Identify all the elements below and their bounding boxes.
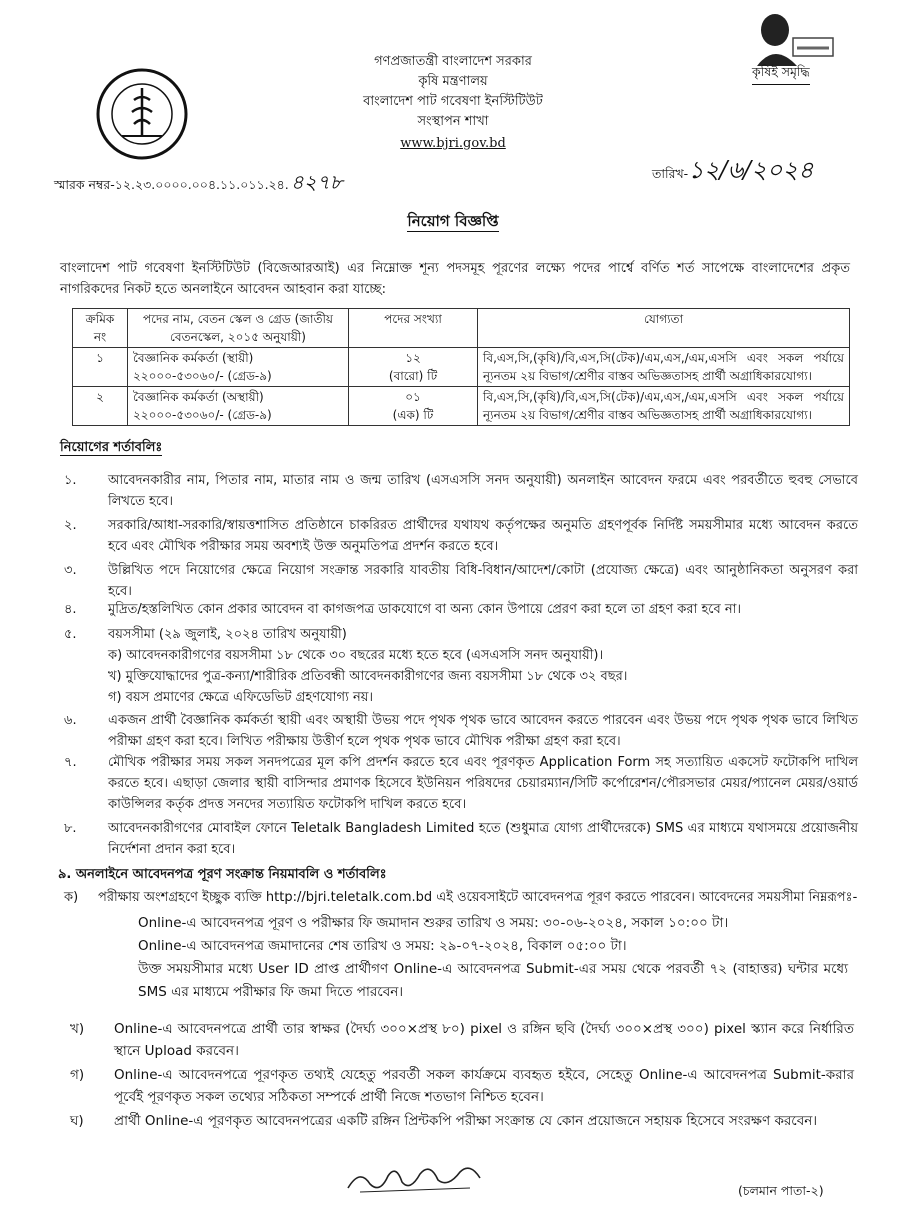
- signature-icon: [340, 1158, 490, 1198]
- section: সংস্থাপন শাখা: [417, 114, 489, 129]
- col-qualification: যোগ্যতা: [478, 309, 850, 348]
- fee-line: উক্ত সময়সীমার মধ্যে User ID প্রাপ্ত প্রার্থীগণ Online-এ আবেদনপত্র Submit-এর সময় থেকে পরবর্তী ৭২ (বাহাত্তর) ঘন্টার মধ্যে SMS এর মাধ্যমে পরীক্ষার ফি জমা দিতে পারবেন।: [138, 961, 848, 1000]
- slogan: কৃষিই সমৃদ্ধি: [752, 64, 810, 85]
- col-serial: ক্রমিক নং: [73, 309, 128, 348]
- institute: বাংলাদেশ পাট গবেষণা ইনস্টিটিউট: [363, 94, 543, 109]
- row-post: বৈজ্ঞানিক কর্মকর্তা (স্থায়ী) ২২০০০-৫৩০৬০/- (গ্রেড-৯): [128, 348, 349, 387]
- ministry: কৃষি মন্ত্রণালয়: [418, 74, 488, 89]
- age-sub-item: ক) আবেদনকারীগণের বয়সসীমা ১৮ থেকে ৩০ বছরের মধ্যে হতে হবে (এসএসসি সনদ অনুযায়ী)।: [108, 648, 604, 663]
- list-item: খ) Online-এ আবেদনপত্রে প্রার্থী তার স্বাক্ষর (দৈর্ঘ্য ৩০০×প্রস্থ ৮০) pixel ও রঙ্গিন ছবি (দৈর্ঘ্য ৩০০×প্রস্থ ৩০০) pixel স্ক্যান করে নির্ধারিত স্থানে Upload করবেন।: [70, 1021, 854, 1059]
- row-post: বৈজ্ঞানিক কর্মকর্তা (অস্থায়ী) ২২০০০-৫৩০৬০/- (গ্রেড-৯): [128, 387, 349, 426]
- posts-table: [72, 308, 850, 426]
- table-header-row: [73, 309, 850, 348]
- start-date-line: Online-এ আবেদনপত্র পূরণ ও পরীক্ষার ফি জমাদান শুরুর তারিখ ও সময়: ৩০-০৬-২০২৪, সকাল ১০:০০ টা।: [138, 915, 729, 931]
- issue-date: তারিখ-১২/৬/২০২৪: [652, 156, 814, 184]
- age-sub-item: খ) মুক্তিযোদ্ধাদের পুত্র-কন্যা/শারীরিক প্রতিবন্ধী আবেদনকারীগণের জন্য বয়সসীমা ১৮ থেকে ৩২ বছর।: [108, 669, 628, 684]
- gov-title: গণপ্রজাতন্ত্রী বাংলাদেশ সরকার: [374, 54, 532, 69]
- list-item: ৬. একজন প্রার্থী বৈজ্ঞানিক কর্মকর্তা স্থায়ী এবং অস্থায়ী উভয় পদে পৃথক পৃথক ভাবে আবেদন করতে পারবেন এবং উভয় পদে পৃথক পৃথক ভাবে লিখিত পরীক্ষা গ্রহণ করা হবে। লিখিত পরীক্ষায় উত্তীর্ণ হলে পৃথক পৃথক ভাবে মৌখিক পরীক্ষা গ্রহণ করা হবে।: [64, 713, 858, 749]
- col-count: পদের সংখ্যা: [349, 309, 478, 348]
- end-date-line: Online-এ আবেদনপত্র জমাদানের শেষ তারিখ ও সময়: ২৯-০৭-২০২৪, বিকাল ০৫:০০ টা।: [138, 938, 627, 954]
- row-count: ১২ (বারো) টি: [349, 348, 478, 387]
- col-post: পদের নাম, বেতন স্কেল ও গ্রেড (জাতীয় বেতনস্কেল, ২০১৫ অনুযায়ী): [128, 309, 349, 348]
- row-qualification: বি,এস,সি,(কৃষি)/বি,এস,সি(টেক)/এম,এস,/এম,এসসি এবং সকল পর্যায়ে ন্যূনতম ২য় বিভাগ/শ্রেণীর বাস্তব অভিজ্ঞতাসহ প্রার্থী অগ্রাধিকারযোগ্য।: [478, 348, 850, 387]
- list-item: ৫. বয়সসীমা (২৯ জুলাই, ২০২৪ তারিখ অনুযায়ী) ক) আবেদনকারীগণের বয়সসীমা ১৮ থেকে ৩০ বছরের মধ্যে হতে হবে (এসএসসি সনদ অনুযায়ী)। খ) মুক্তিযোদ্ধাদের পুত্র-কন্যা/শারীরিক প্রতিবন্ধী আবেদনকারীগণের জন্য বয়সসীমা ১৮ থেকে ৩২ বছর। গ) বয়স প্রমাণের ক্ষেত্রে এফিডেভিট গ্রহণযোগ্য নয়।: [58, 624, 858, 708]
- memo-number: স্মারক নম্বর-১২.২৩.০০০০.০০৪.১১.০১১.২৪. ৪২৭৮: [54, 170, 343, 194]
- row-serial: ১: [73, 348, 128, 387]
- table-row: [73, 348, 850, 387]
- memo-handwritten: ৪২৭৮: [290, 170, 343, 194]
- age-sub-item: গ) বয়স প্রমাণের ক্ষেত্রে এফিডেভিট গ্রহণযোগ্য নয়।: [108, 690, 374, 705]
- list-item: ৩. উল্লিখিত পদে নিয়োগের ক্ষেত্রে নিয়োগ সংক্রান্ত সরকারি যাবতীয় বিধি-বিধান/আদেশ/কোটা (প্রযোজ্য ক্ষেত্রে) এবং আনুষ্ঠানিকতা অনুসরণ করা হবে।: [64, 563, 858, 599]
- list-item: ঘ) প্রার্থী Online-এ পূরণকৃত আবেদনপত্রের একটি রঙ্গিন প্রিন্টকপি পরীক্ষা সংক্রান্ত যে কোন প্রয়োজনে সহায়ক হিসেবে সংরক্ষণ করবেন।: [70, 1113, 818, 1129]
- list-item: ৪. মুদ্রিত/হস্তলিখিত কোন প্রকার আবেদন বা কাগজপত্র ডাকযোগে বা অন্য কোন উপায়ে প্রেরণ করা হলে তা গ্রহণ করা হবে না।: [64, 602, 742, 617]
- row-serial: ২: [73, 387, 128, 426]
- intro-paragraph: বাংলাদেশ পাট গবেষণা ইনস্টিটিউট (বিজেআরআই) এর নিম্নোক্ত শূন্য পদসমূহ পূরণের লক্ষ্যে পদের পার্শ্বে বর্ণিত শর্ত সাপেক্ষে বাংলাদেশের প্রকৃত নাগরিকদের নিকট হতে অনলাইনে আবেদন আহবান করা যাচ্ছে:: [60, 261, 850, 297]
- bjri-logo-icon: [94, 66, 190, 162]
- portrait-emblem-icon: [745, 8, 841, 68]
- notice-title: নিয়োগ বিজ্ঞপ্তি: [407, 212, 499, 230]
- list-item: ২. সরকারি/আধা-সরকারি/স্বায়ত্তশাসিত প্রতিষ্ঠানে চাকরিরত প্রার্থীদের যথাযথ কর্তৃপক্ষের অনুমতি গ্রহণপূর্বক নির্দিষ্ট সময়সীমার মধ্যে আবেদন করতে হবে এবং মৌখিক পরীক্ষার সময় অবশ্যই উক্ত অনুমতিপত্র প্রদর্শন করতে হবে।: [64, 518, 858, 554]
- row-qualification: বি,এস,সি,(কৃষি)/বি,এস,সি(টেক)/এম,এস,/এম,এসসি এবং সকল পর্যায়ে ন্যূনতম ২য় বিভাগ/শ্রেণীর বাস্তব অভিজ্ঞতাসহ প্রার্থী অগ্রাধিকারযোগ্য।: [478, 387, 850, 426]
- website-link[interactable]: www.bjri.gov.bd: [400, 136, 506, 151]
- row-count: ০১ (এক) টি: [349, 387, 478, 426]
- continued-page: (চলমান পাতা-২): [738, 1183, 824, 1198]
- list-item: ১. আবেদনকারীর নাম, পিতার নাম, মাতার নাম ও জন্ম তারিখ (এসএসসি সনদ অনুযায়ী) অনলাইন আবেদন ফরমে এবং পরবর্তীতে হুবহু সেভাবে লিখতে হবে।: [64, 473, 858, 509]
- online-heading: ৯. অনলাইনে আবেদনপত্র পূরণ সংক্রান্ত নিয়মাবলি ও শর্তাবলিঃ: [58, 867, 387, 882]
- deadline-block: [138, 912, 848, 1004]
- list-item: ৭. মৌখিক পরীক্ষার সময় সকল সনদপত্রের মূল কপি প্রদর্শন করতে হবে এবং পূরণকৃত Application Form সহ সত্যায়িত একসেট ফটোকপি দাখিল করতে হবে। এছাড়া জেলার স্থায়ী বাসিন্দার প্রমাণক হিসেবে ইউনিয়ন পরিষদের চেয়ারম্যান/সিটি কর্পোরেশন/পৌরসভার মেয়র/প্যানেল মেয়র/ওয়ার্ড কাউন্সিলর কর্তৃক প্রদত্ত সনদের সত্যায়িত ফটোকপি দাখিল করতে হবে।: [64, 755, 858, 812]
- list-item: গ) Online-এ আবেদনপত্রে পূরণকৃত তথ্যই যেহেতু পরবর্তী সকল কার্যক্রমে ব্যবহৃত হইবে, সেহেতু Online-এ আবেদনপত্র Submit-করার পূর্বেই পূরণকৃত সকল তথ্যের সঠিকতা সম্পর্কে প্রার্থী নিজে শতভাগ নিশ্চিত হবেন।: [70, 1067, 854, 1105]
- table-row: [73, 387, 850, 426]
- date-handwritten: ১২/৬/২০২৪: [688, 156, 814, 184]
- conditions-heading: নিয়োগের শর্তাবলিঃ: [60, 440, 163, 455]
- list-item: ৮. আবেদনকারীগণের মোবাইল ফোনে Teletalk Bangladesh Limited হতে (শুধুমাত্র যোগ্য প্রার্থীদেরকে) SMS এর মাধ্যমে যথাসময়ে প্রয়োজনীয় নির্দেশনা প্রদান করা হবে।: [64, 821, 858, 857]
- online-item-ka: ক) পরীক্ষায় অংশগ্রহণে ইচ্ছুক ব্যক্তি http://bjri.teletalk.com.bd এই ওয়েবসাইটে আবেদনপত্র পূরণ করতে পারবেন। আবেদনের সময়সীমা নিম্নরূপঃ-: [64, 890, 858, 905]
